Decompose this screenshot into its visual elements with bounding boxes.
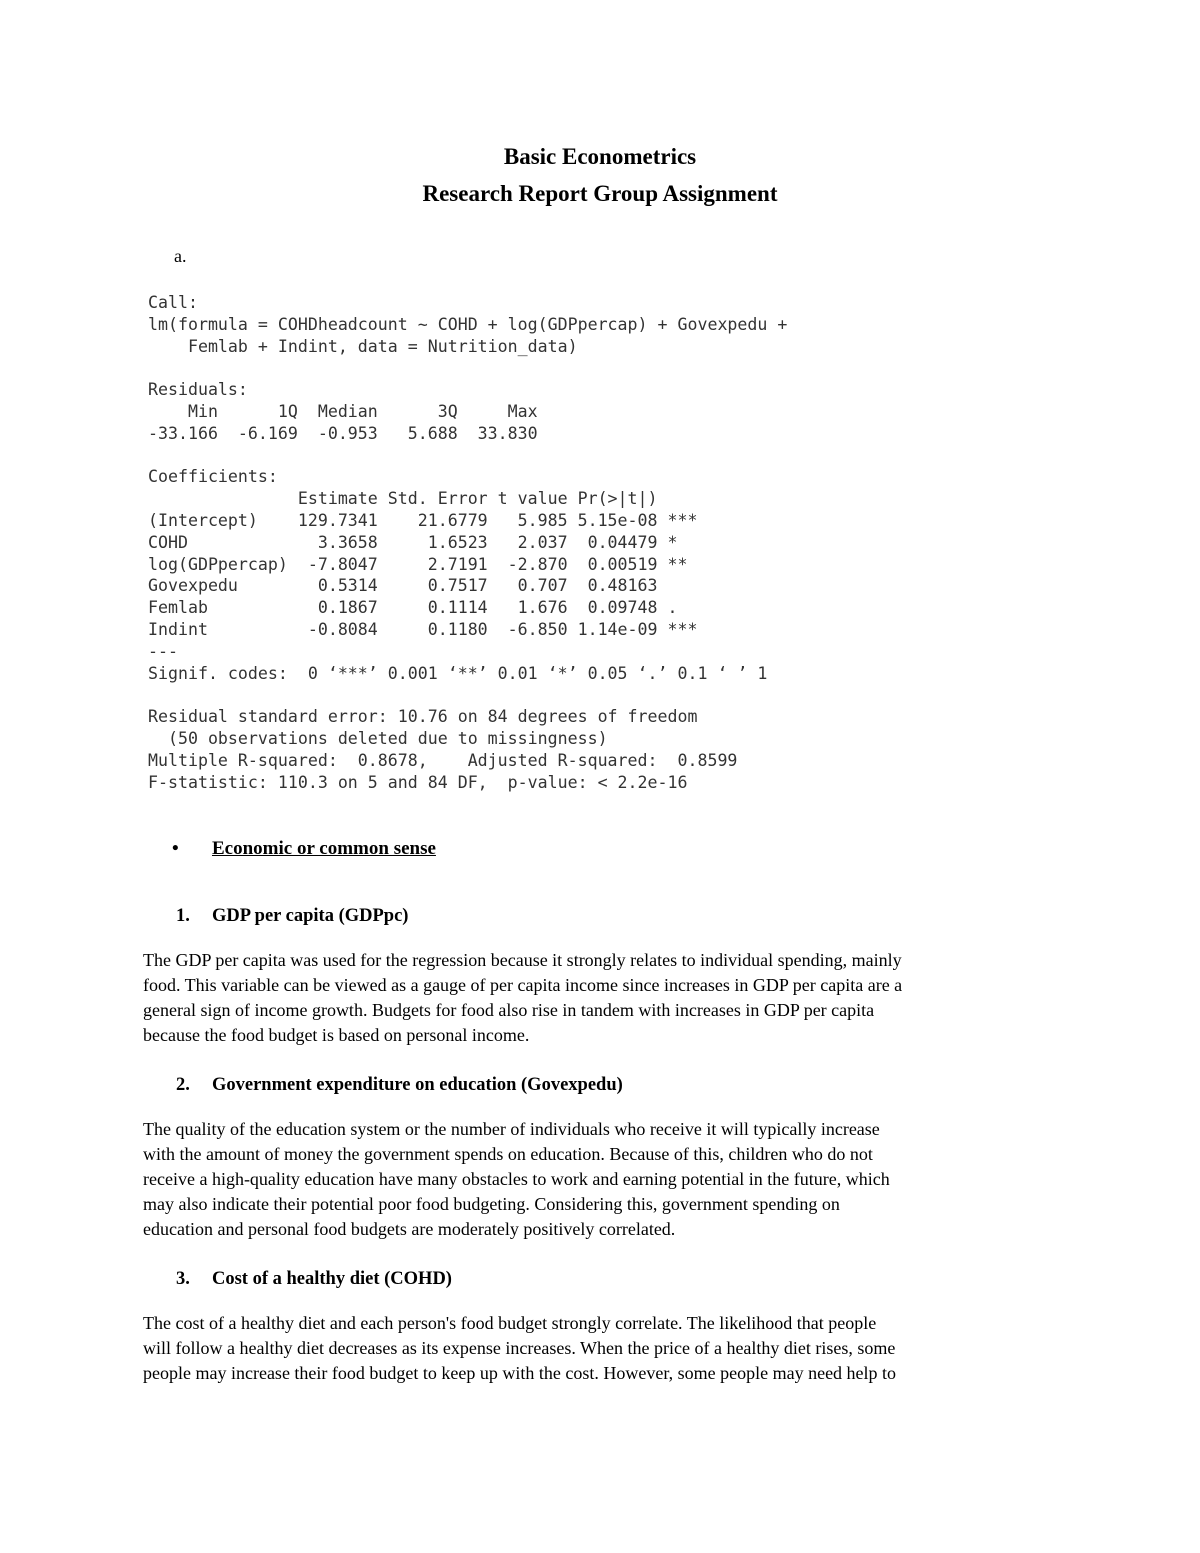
paragraph-line: may also indicate their potential poor food budgeting. Considering this, government spending on bbox=[143, 1194, 840, 1214]
regression-output bbox=[148, 292, 787, 793]
section-number: 3. bbox=[176, 1269, 190, 1289]
r-output-line: COHD 3.3658 1.6523 2.037 0.04479 * bbox=[148, 532, 698, 552]
section-number: 1. bbox=[176, 906, 190, 926]
document-subtitle: Research Report Group Assignment bbox=[422, 181, 778, 206]
paragraph-line: general sign of income growth. Budgets for food also rise in tandem with increases in GDP per capita bbox=[143, 1000, 875, 1020]
paragraph-line: The cost of a healthy diet and each person's food budget strongly correlate. The likelihood that people bbox=[143, 1313, 877, 1333]
r-output-line: Residual standard error: 10.76 on 84 degrees of freedom bbox=[148, 707, 698, 727]
r-output-line: Indint -0.8084 0.1180 -6.850 1.14e-09 *** bbox=[148, 619, 698, 639]
section-title: GDP per capita (GDPpc) bbox=[212, 906, 409, 926]
r-output-line: Residuals: bbox=[148, 380, 248, 400]
r-output-line: Signif. codes: 0 ‘***’ 0.001 ‘**’ 0.01 ‘*’ 0.05 ‘.’ 0.1 ‘ ’ 1 bbox=[148, 663, 768, 683]
r-output-line: Estimate Std. Error t value Pr(>|t|) bbox=[148, 489, 698, 509]
r-output-line: (50 observations deleted due to missingness) bbox=[148, 728, 608, 748]
section-title: Cost of a healthy diet (COHD) bbox=[212, 1269, 452, 1289]
section-title: Government expenditure on education (Govexpedu) bbox=[212, 1075, 623, 1095]
r-output-line: Multiple R-squared: 0.8678, Adjusted R-squared: 0.8599 bbox=[148, 750, 748, 770]
r-output-line: -33.166 -6.169 -0.953 5.688 33.830 bbox=[148, 423, 538, 443]
section-number: 2. bbox=[176, 1075, 190, 1095]
bullet-icon: • bbox=[172, 838, 179, 859]
paragraph-line: because the food budget is based on personal income. bbox=[143, 1025, 530, 1045]
r-output-line: Min 1Q Median 3Q Max bbox=[148, 401, 538, 421]
section-paragraph bbox=[143, 948, 1063, 1048]
paragraph-line: The quality of the education system or the number of individuals who receive it will typically increase bbox=[143, 1119, 880, 1139]
r-output-line: Coefficients: bbox=[148, 467, 278, 487]
section-heading bbox=[176, 1269, 452, 1290]
section-heading bbox=[176, 906, 408, 927]
r-output-line: Call: bbox=[148, 293, 198, 312]
document-title: Basic Econometrics bbox=[503, 144, 697, 169]
r-output-line: F-statistic: 110.3 on 5 and 84 DF, p-value: < 2.2e-16 bbox=[148, 772, 688, 792]
section-heading bbox=[176, 1075, 623, 1096]
part-label: a. bbox=[174, 246, 187, 266]
paragraph-line: with the amount of money the government spends on education. Because of this, children who do not bbox=[143, 1144, 873, 1164]
paragraph-line: education and personal food budgets are moderately positively correlated. bbox=[143, 1219, 676, 1239]
r-output-line: --- bbox=[148, 641, 178, 661]
paragraph-line: people may increase their food budget to keep up with the cost. However, some people may need help to bbox=[143, 1363, 897, 1383]
r-output-line: (Intercept) 129.7341 21.6779 5.985 5.15e-08 *** bbox=[148, 510, 698, 530]
paragraph-line: food. This variable can be viewed as a gauge of per capita income since increases in GDP per capita are a bbox=[143, 975, 903, 995]
bullet-heading-text: Economic or common sense bbox=[212, 838, 436, 859]
paragraph-line: receive a high-quality education have many obstacles to work and earning potential in the future, which bbox=[143, 1169, 890, 1189]
paragraph-line: will follow a healthy diet decreases as its expense increases. When the price of a healthy diet rises, some bbox=[143, 1338, 896, 1358]
r-output-line: log(GDPpercap) -7.8047 2.7191 -2.870 0.00519 ** bbox=[148, 554, 698, 574]
r-output-line: Femlab 0.1867 0.1114 1.676 0.09748 . bbox=[148, 598, 698, 618]
section-paragraph bbox=[143, 1311, 1063, 1386]
r-output-line: Femlab + Indint, data = Nutrition_data) bbox=[148, 336, 578, 356]
paragraph-line: The GDP per capita was used for the regression because it strongly relates to individual spending, mainly bbox=[143, 950, 902, 970]
section-paragraph bbox=[143, 1117, 1063, 1242]
r-output-line: Govexpedu 0.5314 0.7517 0.707 0.48163 bbox=[148, 576, 698, 596]
bullet-heading bbox=[172, 838, 436, 860]
r-output-line: lm(formula = COHDheadcount ~ COHD + log(GDPpercap) + Govexpedu + bbox=[148, 314, 788, 334]
